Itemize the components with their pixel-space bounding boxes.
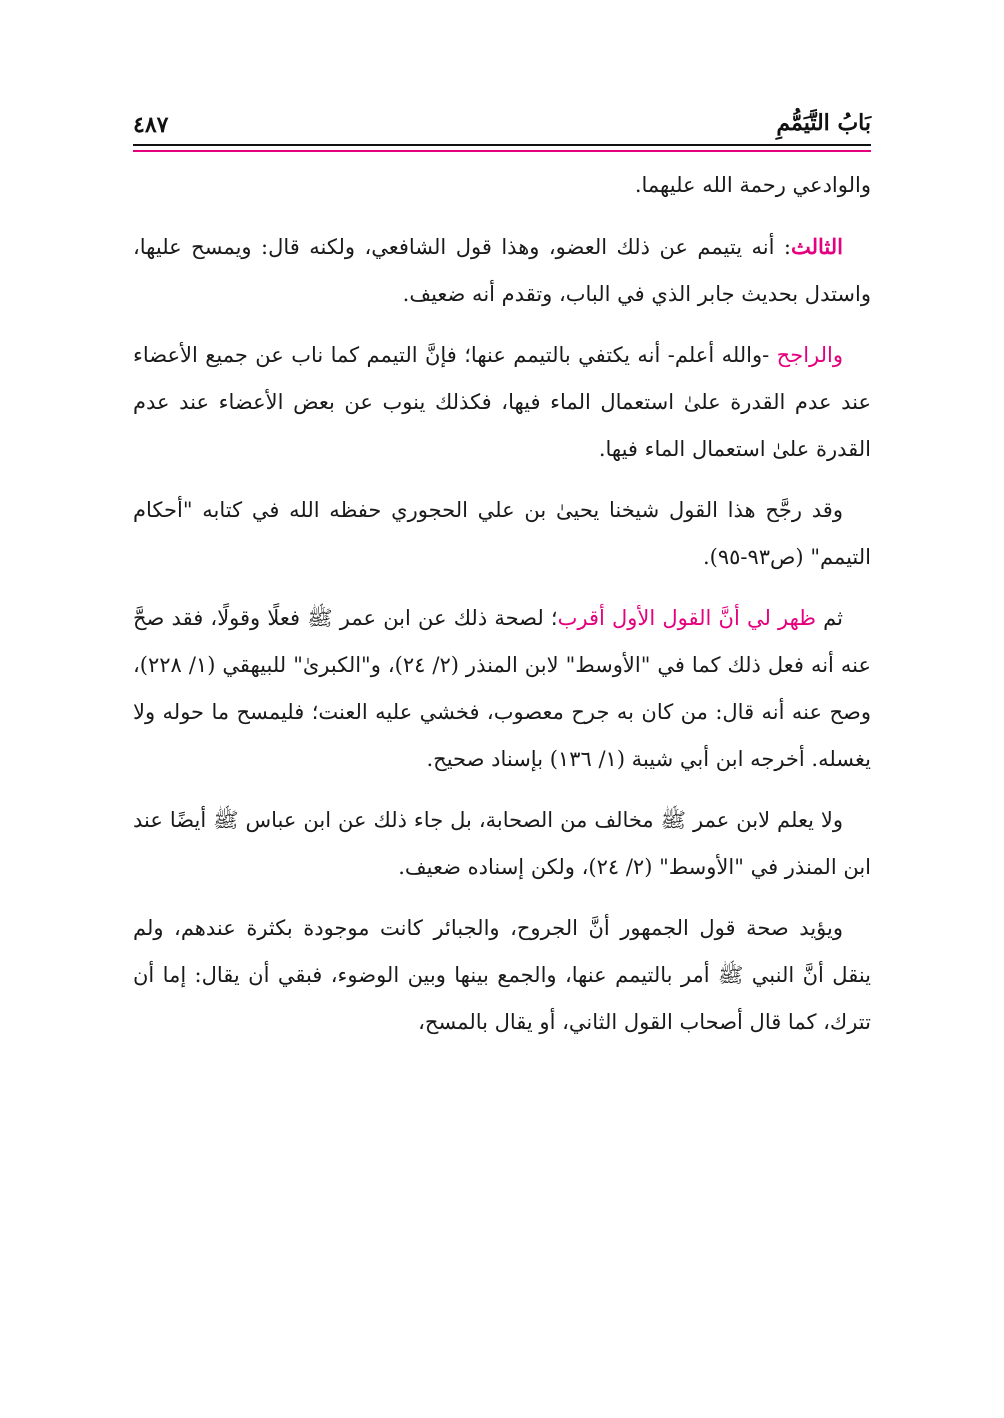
paragraph-4-quote: "أحكام التيمم" (133, 498, 871, 569)
paragraph-2-text: : أنه يتيمم عن ذلك العضو، وهذا قول الشافعي، ولكنه قال: ويمسح عليها، واستدل بحديث جابر الذي في الباب، وتقدم أنه ضعيف. (133, 235, 871, 306)
paragraph-7-text-b: أمر بالتيمم عنها، والجمع بينها وبين الوضوء، فبقي أن يقال: إما أن تترك، كما قال أصحاب القول الثاني، أو يقال بالمسح، (133, 963, 871, 1034)
paragraph-6-text-d: (٢/ ٢٤)، ولكن إسناده ضعيف. (398, 855, 660, 879)
paragraph-5-text-c: لابن المنذر (٢/ ٢٤)، و (370, 653, 566, 677)
paragraph-2 (133, 223, 871, 318)
paragraph-5-quote-2: "الكبرىٰ" (293, 653, 371, 677)
paragraph-6-honorific-1: ﷺ (660, 808, 687, 832)
paragraph-5-text-d: للبيهقي (١/ ٢٢٨)، وصح عنه أنه قال: من كان به جرح معصوب، فخشي عليه العنت؛ فليمسح ما حوله ولا يغسله. أخرجه ابن أبي شيبة (١/ ١٣٦) بإسناد صحيح. (133, 653, 871, 771)
paragraph-5-text-a: ثم (816, 606, 843, 630)
page-body (133, 162, 871, 1060)
paragraph-6-text-c: أيضًا عند ابن المنذر في (133, 808, 871, 879)
header-rule-black (133, 144, 871, 146)
paragraph-6-honorific-2: ﷺ (213, 808, 239, 832)
paragraph-4-text-b: (ص٩٣-٩٥). (702, 545, 811, 569)
page-header (133, 108, 871, 148)
paragraph-5-text-b: ؛ لصحة ذلك عن ابن عمر ﷺ فعلًا وقولًا، فقد صحَّ عنه أنه فعل ذلك كما في (133, 606, 872, 677)
paragraph-6-text-b: مخالف من الصحابة، بل جاء ذلك عن ابن عباس (238, 808, 661, 832)
paragraph-6-quote: "الأوسط" (659, 855, 744, 879)
paragraph-5-quote-1: "الأوسط" (565, 653, 651, 677)
paragraph-3-text: -والله أعلم- أنه يكتفي بالتيمم عنها؛ فإنَّ التيمم كما ناب عن جميع الأعضاء عند عدم القدرة علىٰ استعمال الماء فيها، فكذلك ينوب عن بعض الأعضاء عند عدم القدرة علىٰ استعمال الماء فيها. (133, 343, 871, 461)
paragraph-1-text: والوادعي رحمة الله عليهما. (634, 173, 871, 197)
paragraph-2-lead: الثالث (791, 234, 843, 259)
paragraph-5 (133, 595, 871, 783)
paragraph-7 (133, 905, 871, 1046)
paragraph-7-text-a: ويؤيد صحة قول الجمهور أنَّ الجروح، والجبائر كانت موجودة بكثرة عندهم، ولم ينقل أنَّ النبي (133, 916, 871, 987)
paragraph-7-honorific: ﷺ (718, 963, 744, 987)
header-rule-pink (133, 150, 871, 152)
paragraph-3-lead: والراجح (776, 343, 843, 367)
paragraph-1 (133, 162, 871, 209)
paragraph-3 (133, 332, 871, 473)
paragraph-6-text-a: ولا يعلم لابن عمر (686, 808, 844, 832)
paragraph-5-highlight: ظهر لي أنَّ القول الأول أقرب (557, 606, 816, 630)
chapter-title: بَابُ التَّيَمُّمِ (776, 110, 871, 136)
paragraph-6 (133, 797, 871, 891)
paragraph-4-text-a: وقد رجَّح هذا القول شيخنا يحيىٰ بن علي الحجوري حفظه الله في كتابه (192, 498, 843, 522)
page-number: ٤٨٧ (133, 112, 169, 138)
paragraph-4 (133, 487, 871, 581)
